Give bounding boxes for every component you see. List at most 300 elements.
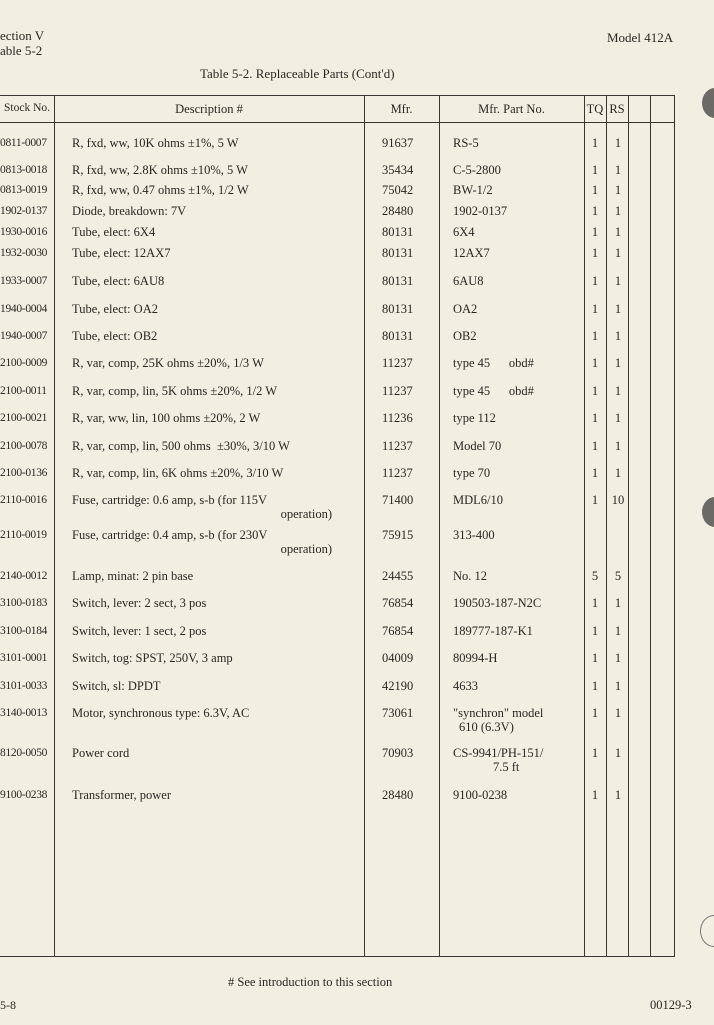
stock-number bbox=[0, 356, 54, 370]
stock-number-text: 1930-0016 bbox=[0, 226, 48, 238]
manufacturer-code-text: 28480 bbox=[382, 788, 414, 802]
total-quantity bbox=[589, 466, 601, 480]
part-number-text: 80994-H bbox=[453, 651, 498, 665]
total-quantity-text: 5 bbox=[591, 569, 599, 583]
manufacturer-code bbox=[382, 384, 413, 398]
part-number bbox=[453, 183, 493, 197]
part-number-text: 4633 bbox=[453, 679, 478, 693]
stock-number-text: 2100-0009 bbox=[0, 357, 48, 369]
part-number bbox=[453, 679, 478, 693]
part-number-text: C-5-2800 bbox=[453, 163, 501, 177]
total-quantity-text: 1 bbox=[591, 356, 599, 370]
recommended-spares-text: 1 bbox=[614, 679, 622, 693]
total-quantity-text: 1 bbox=[591, 596, 599, 610]
col-rs: RS bbox=[609, 102, 625, 116]
recommended-spares-text: 1 bbox=[614, 183, 622, 197]
total-quantity-text: 1 bbox=[591, 163, 599, 177]
stock-number bbox=[0, 329, 54, 343]
stock-number bbox=[0, 204, 54, 218]
manufacturer-code-text: 80131 bbox=[382, 329, 414, 343]
total-quantity bbox=[589, 651, 601, 665]
part-number-text: "synchron" model bbox=[453, 706, 544, 720]
manufacturer-code-text: 11237 bbox=[382, 439, 413, 453]
stock-number-text: 3100-0184 bbox=[0, 625, 48, 637]
total-quantity-text: 1 bbox=[591, 411, 599, 425]
description-text: Switch, sl: DPDT bbox=[72, 679, 161, 693]
recommended-spares bbox=[610, 183, 626, 197]
description bbox=[72, 411, 260, 425]
description bbox=[72, 466, 283, 480]
stock-number-text: 3101-0033 bbox=[0, 680, 48, 692]
description bbox=[72, 183, 249, 197]
total-quantity-text: 1 bbox=[591, 183, 599, 197]
manufacturer-code-text: 80131 bbox=[382, 302, 414, 316]
part-number-text: Model 70 bbox=[453, 439, 502, 453]
part-number-text: 12AX7 bbox=[453, 246, 490, 260]
manufacturer-code-text: 80131 bbox=[382, 274, 414, 288]
description-line2: operation) bbox=[280, 542, 332, 556]
description bbox=[72, 329, 157, 343]
description-text: R, fxd, ww, 0.47 ohms ±1%, 1/2 W bbox=[72, 183, 249, 197]
description bbox=[72, 596, 206, 610]
manufacturer-code bbox=[382, 679, 413, 693]
description-text: Transformer, power bbox=[72, 788, 172, 802]
punch-hole bbox=[702, 88, 714, 118]
stock-number-text: 3100-0183 bbox=[0, 597, 48, 609]
description-text: R, var, comp, lin, 6K ohms ±20%, 3/10 W bbox=[72, 466, 284, 480]
stock-number-text: 2100-0011 bbox=[0, 385, 47, 397]
manufacturer-code-text: 42190 bbox=[382, 679, 414, 693]
part-number bbox=[453, 706, 543, 734]
stock-number-text: 1940-0004 bbox=[0, 303, 48, 315]
part-number-text: CS-9941/PH-151/ bbox=[453, 746, 544, 760]
manufacturer-code bbox=[382, 439, 413, 453]
stock-number-text: 2100-0078 bbox=[0, 440, 48, 452]
manufacturer-code-text: 70903 bbox=[382, 746, 414, 760]
description-text: R, fxd, ww, 2.8K ohms ±10%, 5 W bbox=[72, 163, 248, 177]
stock-number-text: 1902-0137 bbox=[0, 205, 48, 217]
manufacturer-code-text: 75042 bbox=[382, 183, 414, 197]
part-number-text: 6AU8 bbox=[453, 274, 484, 288]
description-text: Lamp, minat: 2 pin base bbox=[72, 569, 194, 583]
stock-number-text: 3101-0001 bbox=[0, 652, 48, 664]
manufacturer-code bbox=[382, 136, 413, 150]
total-quantity bbox=[589, 302, 601, 316]
part-number-text: type 70 bbox=[453, 466, 491, 480]
recommended-spares-text: 1 bbox=[614, 163, 622, 177]
part-number bbox=[453, 596, 541, 610]
part-number-text: type 45 obd# bbox=[453, 384, 534, 398]
part-number bbox=[453, 651, 497, 665]
recommended-spares bbox=[610, 788, 626, 802]
description bbox=[72, 356, 264, 370]
manufacturer-code bbox=[382, 624, 413, 638]
part-number-text: 6X4 bbox=[453, 225, 475, 239]
description bbox=[72, 493, 332, 521]
manufacturer-code-text: 11237 bbox=[382, 466, 413, 480]
stock-number bbox=[0, 384, 54, 398]
total-quantity-text: 1 bbox=[591, 651, 599, 665]
total-quantity bbox=[589, 183, 601, 197]
part-number-text: 1902-0137 bbox=[453, 204, 508, 218]
total-quantity-text: 1 bbox=[591, 788, 599, 802]
stock-number bbox=[0, 596, 54, 610]
recommended-spares bbox=[610, 651, 626, 665]
stock-number-text: 0813-0019 bbox=[0, 184, 48, 196]
total-quantity-text: 1 bbox=[591, 302, 599, 316]
total-quantity-text: 1 bbox=[591, 384, 599, 398]
manufacturer-code-text: 11237 bbox=[382, 356, 413, 370]
recommended-spares bbox=[610, 329, 626, 343]
total-quantity bbox=[589, 204, 601, 218]
stock-number-text: 1940-0007 bbox=[0, 330, 48, 342]
total-quantity bbox=[589, 384, 601, 398]
recommended-spares bbox=[610, 493, 626, 507]
punch-hole bbox=[700, 915, 714, 947]
description bbox=[72, 679, 161, 693]
part-number bbox=[453, 356, 534, 370]
recommended-spares-text: 10 bbox=[611, 493, 625, 507]
manufacturer-code-text: 28480 bbox=[382, 204, 414, 218]
stock-number bbox=[0, 411, 54, 425]
description-text: Tube, elect: 6AU8 bbox=[72, 274, 165, 288]
page-number: 5-8 bbox=[0, 998, 16, 1012]
stock-number bbox=[0, 788, 54, 802]
stock-number-text: 8120-0050 bbox=[0, 747, 48, 759]
description bbox=[72, 569, 193, 583]
part-number-text: type 45 obd# bbox=[453, 356, 534, 370]
part-number bbox=[453, 569, 487, 583]
part-number-text: OA2 bbox=[453, 302, 478, 316]
recommended-spares bbox=[610, 624, 626, 638]
part-number-text: 190503-187-N2C bbox=[453, 596, 542, 610]
total-quantity-text: 1 bbox=[591, 466, 599, 480]
description bbox=[72, 246, 171, 260]
part-number-text: 313-400 bbox=[453, 528, 495, 542]
description-text: Fuse, cartridge: 0.6 amp, s-b (for 115V bbox=[72, 493, 267, 507]
stock-number bbox=[0, 136, 54, 150]
stock-number bbox=[0, 302, 54, 316]
recommended-spares bbox=[610, 746, 626, 760]
stock-number bbox=[0, 651, 54, 665]
manufacturer-code bbox=[382, 302, 413, 316]
stock-number bbox=[0, 706, 54, 720]
manufacturer-code-text: 73061 bbox=[382, 706, 414, 720]
recommended-spares-text: 1 bbox=[614, 651, 622, 665]
part-number bbox=[453, 329, 477, 343]
part-number bbox=[453, 746, 543, 774]
document-code: 00129-3 bbox=[650, 998, 692, 1012]
recommended-spares bbox=[610, 384, 626, 398]
stock-number-text: 2110-0019 bbox=[0, 529, 47, 541]
manufacturer-code bbox=[382, 183, 413, 197]
stock-number bbox=[0, 183, 54, 197]
manufacturer-code-text: 11236 bbox=[382, 411, 413, 425]
total-quantity bbox=[589, 356, 601, 370]
recommended-spares bbox=[610, 706, 626, 720]
manufacturer-code bbox=[382, 596, 413, 610]
stock-number-text: 9100-0238 bbox=[0, 789, 48, 801]
total-quantity bbox=[589, 596, 601, 610]
stock-number bbox=[0, 624, 54, 638]
description-text: R, var, comp, 25K ohms ±20%, 1/3 W bbox=[72, 356, 264, 370]
total-quantity-text: 1 bbox=[591, 329, 599, 343]
total-quantity bbox=[589, 225, 601, 239]
manufacturer-code-text: 24455 bbox=[382, 569, 414, 583]
part-number bbox=[453, 466, 490, 480]
manufacturer-code bbox=[382, 746, 413, 760]
part-number-text: 189777-187-K1 bbox=[453, 624, 533, 638]
recommended-spares bbox=[610, 246, 626, 260]
total-quantity-text: 1 bbox=[591, 493, 599, 507]
description bbox=[72, 746, 129, 760]
recommended-spares bbox=[610, 596, 626, 610]
stock-number-text: 3140-0013 bbox=[0, 707, 48, 719]
description bbox=[72, 274, 164, 288]
total-quantity bbox=[589, 624, 601, 638]
total-quantity bbox=[589, 788, 601, 802]
recommended-spares bbox=[610, 225, 626, 239]
total-quantity bbox=[589, 439, 601, 453]
total-quantity bbox=[589, 163, 601, 177]
recommended-spares-text: 1 bbox=[614, 411, 622, 425]
manufacturer-code-text: 91637 bbox=[382, 136, 414, 150]
description-text: Tube, elect: 12AX7 bbox=[72, 246, 171, 260]
description-text: Tube, elect: 6X4 bbox=[72, 225, 156, 239]
part-number-text: BW-1/2 bbox=[453, 183, 493, 197]
part-number bbox=[453, 163, 501, 177]
stock-number-text: 2100-0136 bbox=[0, 467, 48, 479]
part-number bbox=[453, 302, 477, 316]
recommended-spares-text: 1 bbox=[614, 466, 622, 480]
recommended-spares-text: 1 bbox=[614, 225, 622, 239]
recommended-spares-text: 1 bbox=[614, 439, 622, 453]
total-quantity bbox=[589, 329, 601, 343]
manufacturer-code bbox=[382, 788, 413, 802]
recommended-spares-text: 1 bbox=[614, 302, 622, 316]
part-number bbox=[453, 274, 484, 288]
total-quantity-text: 1 bbox=[591, 746, 599, 760]
recommended-spares bbox=[610, 569, 626, 583]
recommended-spares bbox=[610, 302, 626, 316]
total-quantity-text: 1 bbox=[591, 679, 599, 693]
manufacturer-code bbox=[382, 493, 413, 507]
description bbox=[72, 384, 277, 398]
total-quantity-text: 1 bbox=[591, 624, 599, 638]
recommended-spares-text: 1 bbox=[614, 596, 622, 610]
part-number bbox=[453, 493, 503, 507]
description bbox=[72, 528, 332, 556]
part-number bbox=[453, 136, 479, 150]
stock-number bbox=[0, 679, 54, 693]
part-number bbox=[453, 788, 507, 802]
total-quantity-text: 1 bbox=[591, 136, 599, 150]
manufacturer-code bbox=[382, 706, 413, 720]
total-quantity-text: 1 bbox=[591, 706, 599, 720]
part-number bbox=[453, 439, 501, 453]
part-number bbox=[453, 384, 534, 398]
manufacturer-code bbox=[382, 204, 413, 218]
manufacturer-code-text: 75915 bbox=[382, 528, 414, 542]
stock-number-text: 2100-0021 bbox=[0, 412, 48, 424]
total-quantity bbox=[589, 706, 601, 720]
total-quantity bbox=[589, 411, 601, 425]
total-quantity-text: 1 bbox=[591, 204, 599, 218]
manufacturer-code-text: 80131 bbox=[382, 246, 414, 260]
recommended-spares bbox=[610, 163, 626, 177]
description-text: R, fxd, ww, 10K ohms ±1%, 5 W bbox=[72, 136, 239, 150]
total-quantity bbox=[589, 746, 601, 760]
recommended-spares bbox=[610, 136, 626, 150]
description-text: R, var, ww, lin, 100 ohms ±20%, 2 W bbox=[72, 411, 261, 425]
punch-hole bbox=[702, 497, 714, 527]
total-quantity-text: 1 bbox=[591, 274, 599, 288]
part-number bbox=[453, 624, 533, 638]
total-quantity bbox=[589, 246, 601, 260]
stock-number bbox=[0, 163, 54, 177]
manufacturer-code-text: 76854 bbox=[382, 596, 414, 610]
description-text: Fuse, cartridge: 0.4 amp, s-b (for 230V bbox=[72, 528, 268, 542]
part-number bbox=[453, 528, 495, 542]
description bbox=[72, 302, 158, 316]
manufacturer-code bbox=[382, 651, 413, 665]
description bbox=[72, 136, 239, 150]
manufacturer-code-text: 35434 bbox=[382, 163, 414, 177]
stock-number bbox=[0, 569, 54, 583]
model-label: Model 412A bbox=[607, 30, 674, 45]
part-number bbox=[453, 225, 475, 239]
description-text: Diode, breakdown: 7V bbox=[72, 204, 187, 218]
stock-number bbox=[0, 274, 54, 288]
total-quantity bbox=[589, 136, 601, 150]
table-title: Table 5-2. Replaceable Parts (Cont'd) bbox=[200, 66, 395, 81]
stock-number-text: 2110-0016 bbox=[0, 494, 47, 506]
part-number-text: type 112 bbox=[453, 411, 496, 425]
description bbox=[72, 225, 155, 239]
manufacturer-code-text: 71400 bbox=[382, 493, 414, 507]
description bbox=[72, 204, 186, 218]
manufacturer-code bbox=[382, 569, 413, 583]
total-quantity bbox=[589, 274, 601, 288]
total-quantity bbox=[589, 493, 601, 507]
recommended-spares-text: 1 bbox=[614, 384, 622, 398]
parts-table bbox=[0, 95, 675, 957]
part-number-text: OB2 bbox=[453, 329, 477, 343]
total-quantity bbox=[589, 569, 601, 583]
manufacturer-code bbox=[382, 528, 413, 542]
manufacturer-code bbox=[382, 225, 413, 239]
recommended-spares-text: 1 bbox=[614, 746, 622, 760]
part-number-line2: 610 (6.3V) bbox=[459, 720, 514, 734]
recommended-spares-text: 1 bbox=[614, 329, 622, 343]
part-number-text: RS-5 bbox=[453, 136, 479, 150]
description-text: Tube, elect: OB2 bbox=[72, 329, 158, 343]
stock-number-text: 2140-0012 bbox=[0, 570, 48, 582]
description bbox=[72, 624, 206, 638]
part-number bbox=[453, 204, 507, 218]
recommended-spares-text: 1 bbox=[614, 246, 622, 260]
recommended-spares-text: 1 bbox=[614, 274, 622, 288]
description-text: Tube, elect: OA2 bbox=[72, 302, 158, 316]
manufacturer-code bbox=[382, 356, 413, 370]
stock-number-text: 0811-0007 bbox=[0, 137, 47, 149]
description-text: Motor, synchronous type: 6.3V, AC bbox=[72, 706, 250, 720]
recommended-spares-text: 1 bbox=[614, 356, 622, 370]
total-quantity-text: 1 bbox=[591, 225, 599, 239]
col-part-no: Mfr. Part No. bbox=[478, 102, 545, 116]
part-number-text: No. 12 bbox=[453, 569, 488, 583]
manufacturer-code bbox=[382, 329, 413, 343]
total-quantity-text: 1 bbox=[591, 439, 599, 453]
manufacturer-code bbox=[382, 274, 413, 288]
description bbox=[72, 439, 290, 453]
description-text: Switch, lever: 2 sect, 3 pos bbox=[72, 596, 207, 610]
col-mfr: Mfr. bbox=[390, 102, 413, 116]
manufacturer-code-text: 04009 bbox=[382, 651, 414, 665]
recommended-spares-text: 1 bbox=[614, 788, 622, 802]
stock-number-text: 0813-0018 bbox=[0, 164, 48, 176]
recommended-spares bbox=[610, 679, 626, 693]
stock-number-text: 1932-0030 bbox=[0, 247, 48, 259]
recommended-spares-text: 5 bbox=[614, 569, 622, 583]
section-label: ection V bbox=[0, 28, 45, 43]
part-number bbox=[453, 246, 490, 260]
recommended-spares bbox=[610, 274, 626, 288]
description-text: R, var, comp, lin, 500 ohms ±30%, 3/10 W bbox=[72, 439, 290, 453]
stock-number bbox=[0, 746, 54, 760]
col-tq: TQ bbox=[586, 102, 604, 116]
stock-number bbox=[0, 439, 54, 453]
stock-number-text: 1933-0007 bbox=[0, 275, 48, 287]
stock-number bbox=[0, 466, 54, 480]
description-text: Switch, lever: 1 sect, 2 pos bbox=[72, 624, 207, 638]
manufacturer-code bbox=[382, 466, 413, 480]
part-number-text: MDL6/10 bbox=[453, 493, 503, 507]
recommended-spares-text: 1 bbox=[614, 624, 622, 638]
part-number-text: 9100-0238 bbox=[453, 788, 508, 802]
total-quantity bbox=[589, 679, 601, 693]
recommended-spares bbox=[610, 204, 626, 218]
description-text: Switch, tog: SPST, 250V, 3 amp bbox=[72, 651, 233, 665]
description-text: Power cord bbox=[72, 746, 130, 760]
manufacturer-code bbox=[382, 246, 413, 260]
stock-number bbox=[0, 225, 54, 239]
col-stock: Stock No. bbox=[4, 102, 50, 114]
total-quantity-text: 1 bbox=[591, 246, 599, 260]
table-ref-label: able 5-2 bbox=[0, 43, 43, 58]
manufacturer-code-text: 11237 bbox=[382, 384, 413, 398]
stock-number bbox=[0, 528, 54, 542]
col-description: Description # bbox=[175, 102, 243, 116]
recommended-spares-text: 1 bbox=[614, 136, 622, 150]
recommended-spares bbox=[610, 466, 626, 480]
manufacturer-code-text: 76854 bbox=[382, 624, 414, 638]
description-line2: operation) bbox=[280, 507, 332, 521]
description bbox=[72, 651, 233, 665]
recommended-spares bbox=[610, 439, 626, 453]
manufacturer-code-text: 80131 bbox=[382, 225, 414, 239]
part-number-line2: 7.5 ft bbox=[493, 760, 520, 774]
recommended-spares bbox=[610, 356, 626, 370]
description bbox=[72, 788, 171, 802]
part-number bbox=[453, 411, 496, 425]
footnote: # See introduction to this section bbox=[228, 975, 393, 989]
manufacturer-code bbox=[382, 163, 413, 177]
recommended-spares-text: 1 bbox=[614, 706, 622, 720]
description-text: R, var, comp, lin, 5K ohms ±20%, 1/2 W bbox=[72, 384, 278, 398]
description bbox=[72, 163, 248, 177]
recommended-spares bbox=[610, 411, 626, 425]
